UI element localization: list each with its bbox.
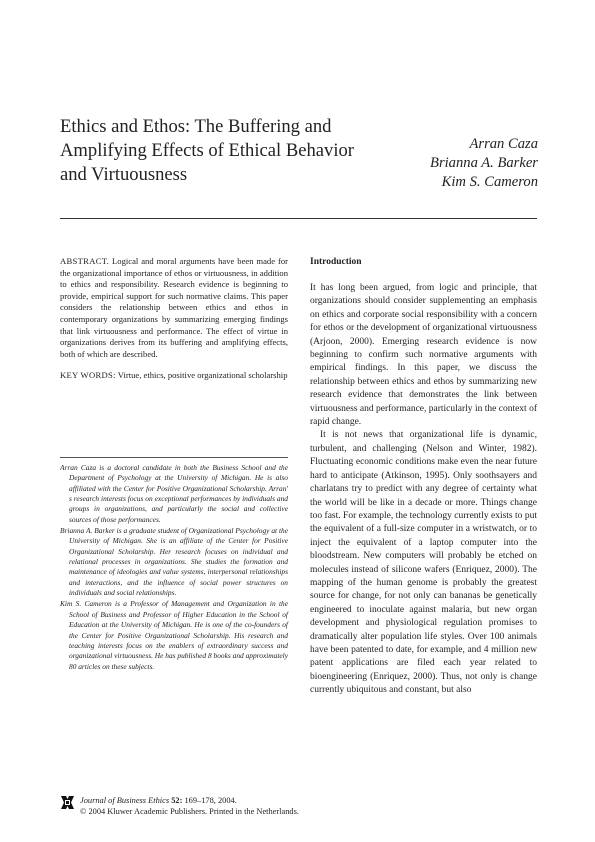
author-bio: Arran Caza is a doctoral candidate in both the Business School and the Department of Psychology at the University of Michigan. He is also affiliated with the Center for Positive Organizational Scholarship. Arran' s research interests focus on exceptional performances by individuals and groups in organizations, and particularly the social and collective sources of those performances.	[60, 463, 288, 524]
author-name: Kim S. Cameron	[441, 174, 538, 190]
keywords	[60, 370, 288, 382]
title-line: Amplifying Effects of Ethical Behavior	[60, 140, 354, 161]
citation-line	[80, 795, 370, 806]
author-list	[430, 135, 538, 192]
journal-citation	[80, 795, 370, 817]
abstract-column	[60, 256, 288, 382]
body-column	[310, 256, 537, 698]
abstract-label: ABSTRACT.	[60, 256, 110, 266]
author-name: Arran Caza	[469, 136, 538, 152]
journal-pages-year: 169–178, 2004.	[182, 796, 237, 805]
journal-name: Journal of Business Ethics	[80, 796, 170, 805]
abstract	[60, 256, 288, 360]
footnote-divider	[60, 457, 288, 458]
journal-volume: 52:	[171, 796, 183, 805]
publisher-logo-icon	[60, 795, 75, 810]
body-paragraph: It has long been argued, from logic and principle, that organizations should consider supplementing an emphasis on ethics and corporate social responsibility with a concern for ethos or the development of organizational virtuousness (Arjoon, 2000). Emerging research evidence is now beginning to confirm such normative arguments with empirical findings. In this paper, we discuss the relationship between ethics and ethos by summarizing new research evidence that demonstrates the link between virtuousness and performance, particularly in the context of rapid change.	[310, 283, 537, 428]
author-footnotes	[60, 463, 288, 673]
section-heading: Introduction	[310, 257, 362, 267]
keywords-label: KEY WORDS:	[60, 370, 116, 381]
body-paragraph: It is not news that organizational life is dynamic, turbulent, and challenging (Nelson and Winter, 1982). Fluctuating economic conditions make even the near future hard to anticipate (Atkinson, 1995). Only soothsayers and charlatans try to predict with any degree of certainty what the world will be like in a decade or more. Things change too fast. For example, the technology currently exists to put the equivalent of a full-size computer in a wristwatch, or to inject the equivalent of a laptop computer into the bloodstream. New computers will probably be etched on molecules instead of silicone wafers (Enriquez, 2000). The mapping of the human genome is probably the greatest source for change, for not only can bananas be genetically engineered to inoculate against malaria, but new organ development and physiological regulation promises to dramatically alter population life styles. Over 100 animals have been patented to date, for example, and 4 million new patent applications are filed each year related to bioengineering (Enriquez, 2000). Thus, not only is change currently ubiquitous and constant, but also	[310, 430, 537, 696]
author-bio: Brianna A. Barker is a graduate student of Organizational Psychology at the University of Michigan. She is an affiliate of the Center for Positive Organizational Scholarship. Her research focuses on individual and relational processes in organizations. She studies the formation and maintenance of ideologies and value systems, interpersonal relationships and interactions, and the influence of social power structures on individuals and social relationships.	[60, 526, 288, 598]
author-bio: Kim S. Cameron is a Professor of Management and Organization in the School of Business and Professor of Higher Education in the School of Education at the University of Michigan. He is one of the co-founders of the Center for Positive Organizational Scholarship. His research and teaching interests focus on the enablers of extraordinary success and organizational virtuousness. He has published 8 books and approximately 80 articles on these subjects.	[60, 599, 288, 671]
copyright-line: © 2004 Kluwer Academic Publishers. Printed in the Netherlands.	[80, 807, 299, 816]
abstract-text: Logical and moral arguments have been made for the organizational importance of ethos or virtuousness, in addition to ethics and responsibility. Research evidence is beginning to provide, empirical support for such normative claims. This paper considers the relationship between ethics and ethos in contemporary organizations by summarizing emerging findings that link virtuousness and performance. The effect of virtue in organizations derives from its buffering and amplifying effects, both of which are described.	[60, 256, 288, 359]
author-name: Brianna A. Barker	[430, 155, 538, 171]
article-title	[60, 115, 380, 187]
title-line: and Virtuousness	[60, 164, 188, 185]
title-divider	[60, 218, 537, 219]
title-line: Ethics and Ethos: The Buffering and	[60, 116, 332, 137]
keywords-text: Virtue, ethics, positive organizational scholarship	[117, 370, 288, 381]
